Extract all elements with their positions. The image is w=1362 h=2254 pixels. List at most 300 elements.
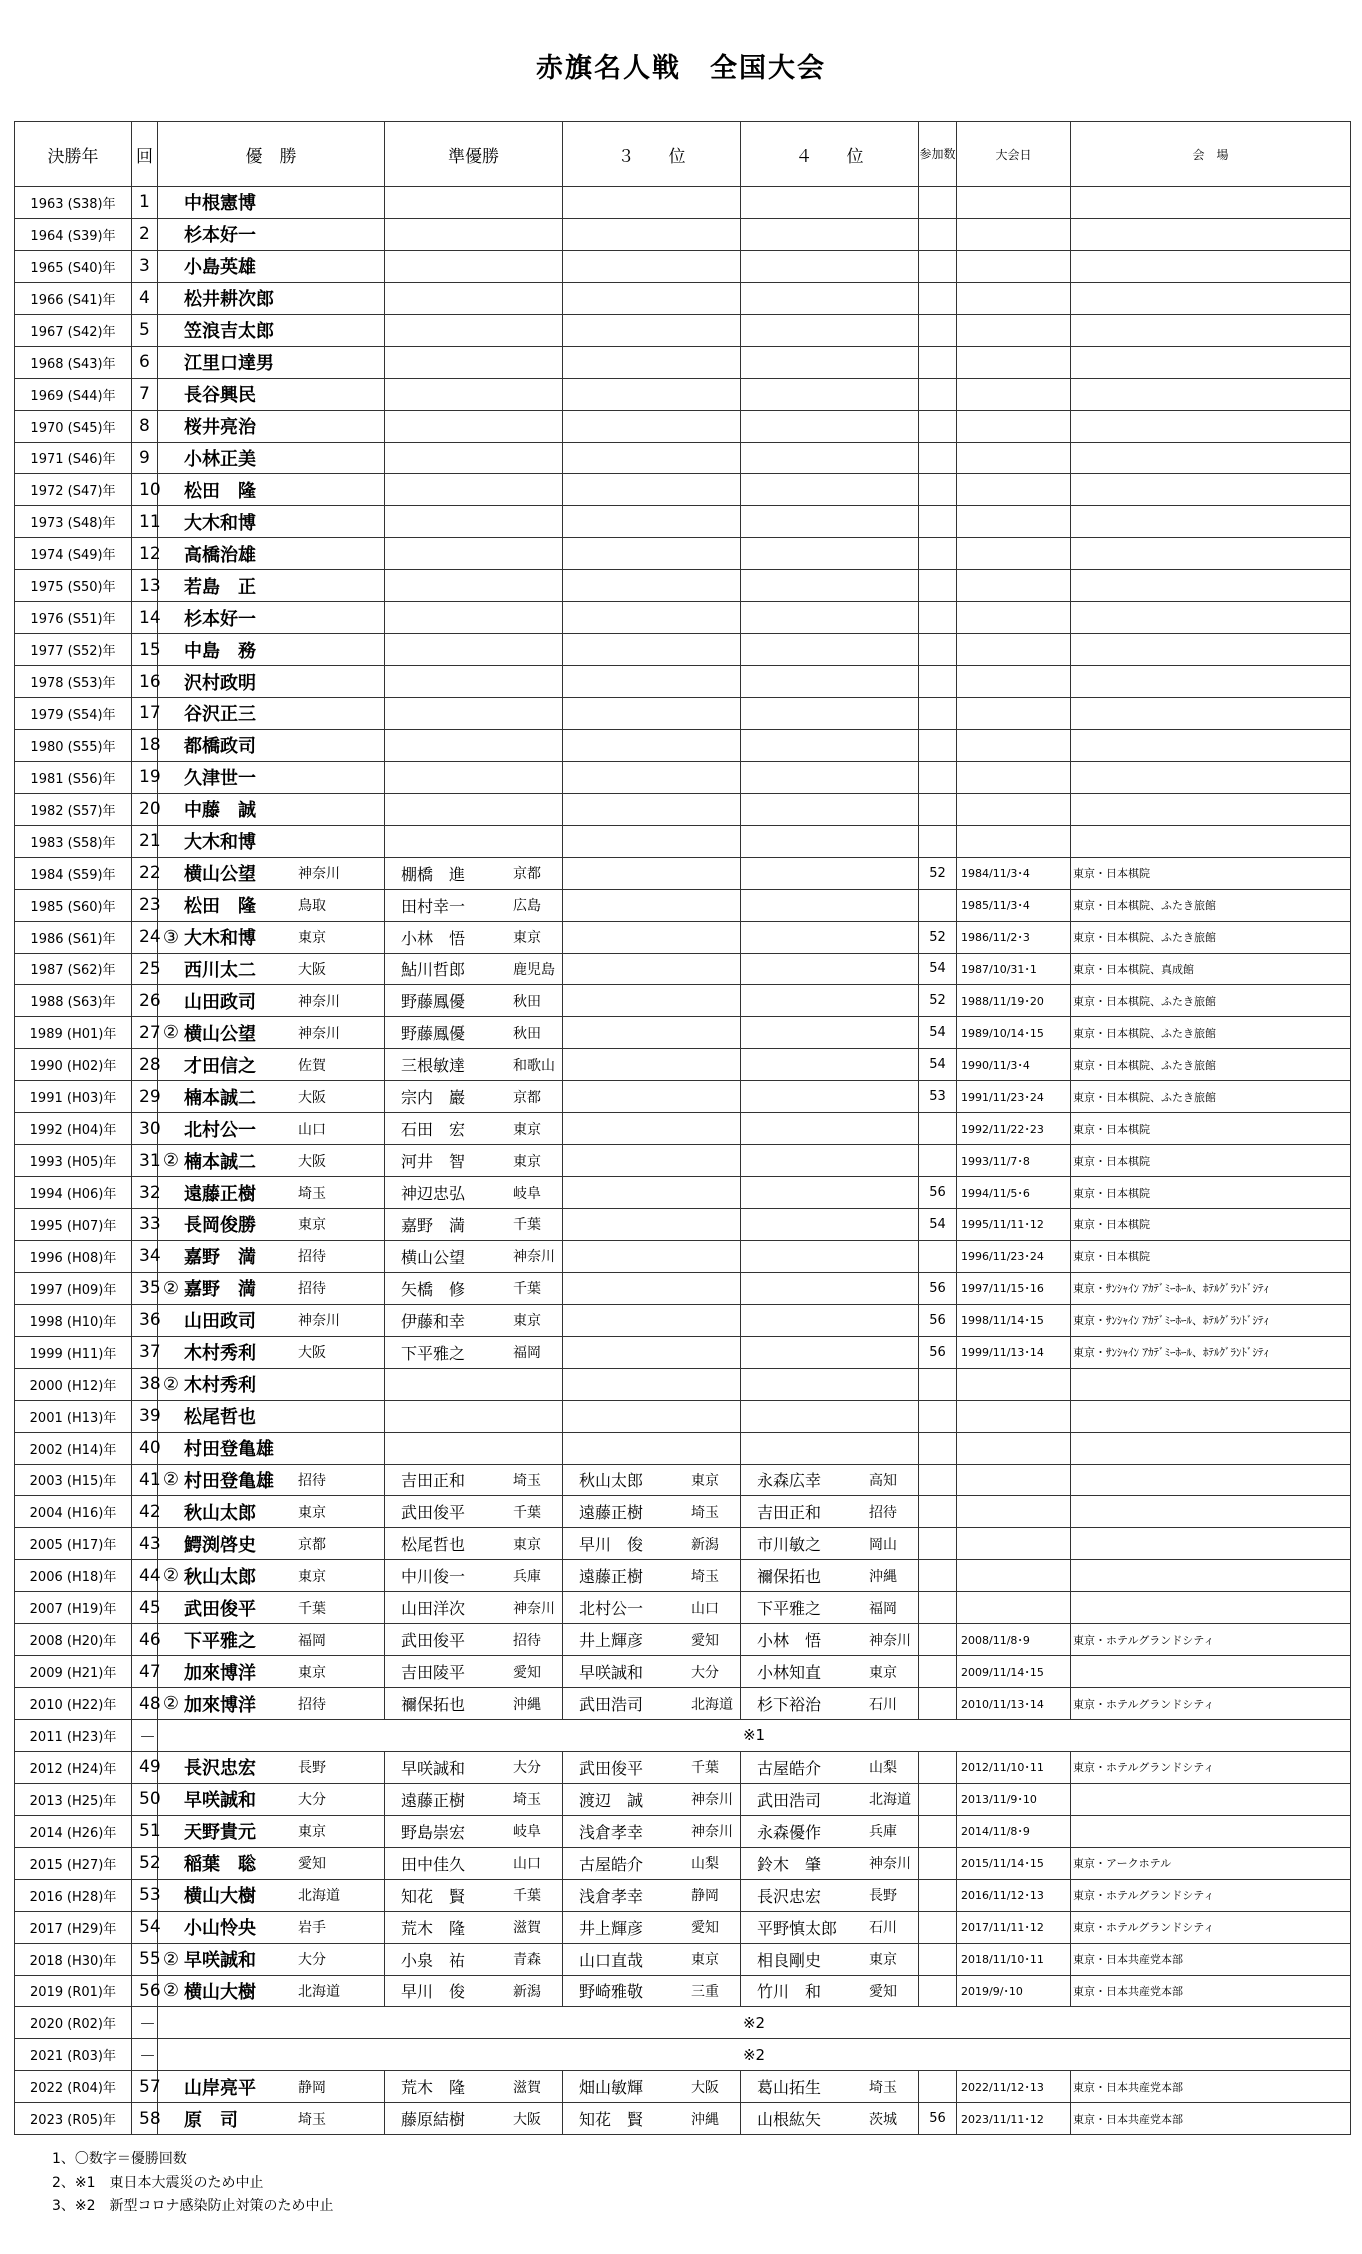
win-count-mark: ② xyxy=(162,1980,180,2002)
round-cell: 2 xyxy=(132,218,158,250)
player-name: 中川俊一 xyxy=(401,1567,466,1587)
year-cell: 1977 (S52)年 xyxy=(15,634,132,666)
runner-up-cell xyxy=(385,410,563,442)
year-cell: 1968 (S43)年 xyxy=(15,346,132,378)
player-name: 吉田陵平 xyxy=(401,1663,466,1683)
third-wrap xyxy=(563,1468,740,1491)
winner-cell xyxy=(158,2071,385,2103)
date-cell xyxy=(957,218,1071,250)
winner-name: 大木和博 xyxy=(184,928,256,950)
venue-cell: 東京・日本棋院、ふたき旅館 xyxy=(1071,1081,1351,1113)
runner-up-cell xyxy=(385,1400,563,1432)
winner-wrap xyxy=(158,349,384,375)
table-row xyxy=(15,1400,1351,1432)
third-cell xyxy=(563,825,741,857)
round-cell: 19 xyxy=(132,761,158,793)
table-row xyxy=(15,857,1351,889)
runner-up-wrap xyxy=(385,1085,562,1108)
venue-cell xyxy=(1071,1783,1351,1815)
runner-up-cell xyxy=(385,793,563,825)
table-row xyxy=(15,1304,1351,1336)
winner-cell xyxy=(158,187,385,219)
round-cell: 48 xyxy=(132,1688,158,1720)
winner-cell xyxy=(158,793,385,825)
player-name: 野島崇宏 xyxy=(401,1822,466,1842)
player-pref: 神奈川 xyxy=(691,1824,733,1841)
fourth-cell xyxy=(741,1592,919,1624)
player-name: 竹川 和 xyxy=(757,1982,822,2002)
year-cell: 1972 (S47)年 xyxy=(15,474,132,506)
participants-cell xyxy=(919,1432,957,1464)
round-cell: 13 xyxy=(132,570,158,602)
runner-up-wrap xyxy=(385,1979,562,2002)
fourth-cell xyxy=(741,1336,919,1368)
date-cell: 2023/11/11･12 xyxy=(957,2103,1071,2135)
winner-wrap xyxy=(158,1275,384,1301)
date-cell xyxy=(957,410,1071,442)
date-cell xyxy=(957,187,1071,219)
fourth-wrap xyxy=(741,1756,918,1779)
venue-cell: 東京・ｻﾝｼｬｲﾝ ｱｶﾃﾞﾐｰﾎｰﾙ、ﾎﾃﾙｸﾞﾗﾝﾄﾞｼﾃｨ xyxy=(1071,1336,1351,1368)
runner-up-wrap xyxy=(385,1309,562,1332)
year-cell: 1984 (S59)年 xyxy=(15,857,132,889)
participants-cell: 53 xyxy=(919,1081,957,1113)
third-cell xyxy=(563,1879,741,1911)
cancel-note: ※2 xyxy=(158,2039,1351,2071)
winner-name: 横山大樹 xyxy=(184,1886,256,1908)
header-row xyxy=(15,122,1351,187)
player-name: 嘉野 満 xyxy=(401,1215,466,1235)
header-third: ３ 位 xyxy=(563,122,741,187)
player-name: 松尾哲也 xyxy=(401,1535,466,1555)
date-cell xyxy=(957,282,1071,314)
winner-pref: 長野 xyxy=(298,1760,326,1777)
winner-wrap xyxy=(158,477,384,503)
third-cell xyxy=(563,698,741,730)
round-cell: － xyxy=(132,1720,158,1752)
table-row xyxy=(15,1911,1351,1943)
winner-wrap xyxy=(158,956,384,982)
year-cell: 1973 (S48)年 xyxy=(15,506,132,538)
third-wrap xyxy=(563,1532,740,1555)
third-cell xyxy=(563,1272,741,1304)
fourth-cell xyxy=(741,1656,919,1688)
player-pref: 千葉 xyxy=(513,1504,541,1521)
year-cell: 1985 (S60)年 xyxy=(15,889,132,921)
participants-cell xyxy=(919,1943,957,1975)
year-cell: 1992 (H04)年 xyxy=(15,1113,132,1145)
footnote: 2、※1 東日本大震災のため中止 xyxy=(52,2174,264,2191)
runner-up-cell xyxy=(385,506,563,538)
player-pref: 沖縄 xyxy=(869,1568,897,1585)
date-cell: 1987/10/31･1 xyxy=(957,953,1071,985)
winner-pref: 鳥取 xyxy=(298,898,326,915)
third-cell xyxy=(563,1943,741,1975)
winner-pref: 北海道 xyxy=(298,1983,340,2000)
year-cell: 2012 (H24)年 xyxy=(15,1751,132,1783)
player-name: 横山公望 xyxy=(401,1247,466,1267)
third-cell xyxy=(563,2071,741,2103)
winner-name: 桜井亮治 xyxy=(184,417,256,439)
year-cell: 1991 (H03)年 xyxy=(15,1081,132,1113)
player-name: 武田浩司 xyxy=(757,1790,822,1810)
winner-cell xyxy=(158,1049,385,1081)
player-pref: 新潟 xyxy=(513,1983,541,2000)
winner-name: 松田 隆 xyxy=(184,480,256,502)
fourth-cell xyxy=(741,1815,919,1847)
player-pref: 招待 xyxy=(513,1632,541,1649)
venue-cell xyxy=(1071,729,1351,761)
runner-up-wrap xyxy=(385,2107,562,2130)
winner-name: 天野貴元 xyxy=(184,1822,256,1844)
winner-cell xyxy=(158,346,385,378)
participants-cell: 52 xyxy=(919,921,957,953)
player-name: 下平雅之 xyxy=(401,1343,466,1363)
fourth-wrap xyxy=(741,2075,918,2098)
third-wrap xyxy=(563,1756,740,1779)
venue-cell xyxy=(1071,1400,1351,1432)
winner-wrap xyxy=(158,1052,384,1078)
winner-pref: 神奈川 xyxy=(298,993,340,1010)
table-row xyxy=(15,1209,1351,1241)
year-cell: 1965 (S40)年 xyxy=(15,250,132,282)
winner-name: 沢村政明 xyxy=(184,672,256,694)
runner-up-cell xyxy=(385,1017,563,1049)
participants-cell xyxy=(919,314,957,346)
player-name: 北村公一 xyxy=(579,1599,644,1619)
runner-up-cell xyxy=(385,953,563,985)
venue-cell xyxy=(1071,218,1351,250)
participants-cell xyxy=(919,1368,957,1400)
round-cell: 35 xyxy=(132,1272,158,1304)
player-name: 葛山拓生 xyxy=(757,2078,822,2098)
runner-up-wrap xyxy=(385,1852,562,1875)
runner-up-wrap xyxy=(385,1053,562,1076)
year-cell: 2007 (H19)年 xyxy=(15,1592,132,1624)
venue-cell xyxy=(1071,474,1351,506)
winner-cell xyxy=(158,314,385,346)
runner-up-cell xyxy=(385,602,563,634)
date-cell: 2022/11/12･13 xyxy=(957,2071,1071,2103)
player-name: 早川 俊 xyxy=(401,1982,466,2002)
table-row xyxy=(15,570,1351,602)
table-row xyxy=(15,1113,1351,1145)
year-cell: 1999 (H11)年 xyxy=(15,1336,132,1368)
table-row xyxy=(15,602,1351,634)
player-pref: 愛知 xyxy=(691,1632,719,1649)
third-cell xyxy=(563,1751,741,1783)
results-table xyxy=(14,121,1351,2135)
round-cell: 28 xyxy=(132,1049,158,1081)
year-cell: 2010 (H22)年 xyxy=(15,1688,132,1720)
runner-up-cell xyxy=(385,857,563,889)
fourth-cell xyxy=(741,602,919,634)
winner-pref: 神奈川 xyxy=(298,866,340,883)
runner-up-cell xyxy=(385,729,563,761)
round-cell: 58 xyxy=(132,2103,158,2135)
winner-cell xyxy=(158,218,385,250)
table-row xyxy=(15,1720,1351,1752)
player-name: 武田俊平 xyxy=(401,1503,466,1523)
player-name: 遠藤正樹 xyxy=(579,1567,644,1587)
player-name: 武田浩司 xyxy=(579,1695,644,1715)
player-pref: 東京 xyxy=(513,1313,541,1330)
fourth-cell xyxy=(741,698,919,730)
third-cell xyxy=(563,2103,741,2135)
player-name: 棚橋 進 xyxy=(401,864,466,884)
date-cell: 2009/11/14･15 xyxy=(957,1656,1071,1688)
winner-name: 都橋政司 xyxy=(184,736,256,758)
player-pref: 東京 xyxy=(513,1153,541,1170)
year-cell: 2013 (H25)年 xyxy=(15,1783,132,1815)
date-cell: 2013/11/9･10 xyxy=(957,1783,1071,1815)
winner-wrap xyxy=(158,1786,384,1812)
winner-pref: 東京 xyxy=(298,930,326,947)
venue-cell xyxy=(1071,1656,1351,1688)
winner-wrap xyxy=(158,828,384,854)
round-cell: 7 xyxy=(132,378,158,410)
fourth-cell xyxy=(741,1017,919,1049)
player-name: 鈴木 肇 xyxy=(757,1854,822,1874)
winner-pref: 山口 xyxy=(298,1121,326,1138)
runner-up-cell xyxy=(385,2103,563,2135)
header-winner: 優 勝 xyxy=(158,122,385,187)
date-cell xyxy=(957,506,1071,538)
round-cell: 22 xyxy=(132,857,158,889)
year-cell: 2022 (R04)年 xyxy=(15,2071,132,2103)
winner-name: 高橋治雄 xyxy=(184,544,256,566)
header-year: 決勝年 xyxy=(15,122,132,187)
participants-cell xyxy=(919,698,957,730)
player-name: 永森広幸 xyxy=(757,1471,822,1491)
table-row xyxy=(15,921,1351,953)
third-cell xyxy=(563,1177,741,1209)
participants-cell: 54 xyxy=(919,1209,957,1241)
venue-cell xyxy=(1071,666,1351,698)
venue-cell xyxy=(1071,1560,1351,1592)
player-pref: 神奈川 xyxy=(869,1632,911,1649)
third-wrap xyxy=(563,1596,740,1619)
round-cell: 18 xyxy=(132,729,158,761)
runner-up-wrap xyxy=(385,862,562,885)
fourth-cell xyxy=(741,857,919,889)
date-cell: 1992/11/22･23 xyxy=(957,1113,1071,1145)
player-pref: 京都 xyxy=(513,866,541,883)
round-cell: 17 xyxy=(132,698,158,730)
winner-cell xyxy=(158,1496,385,1528)
year-cell: 2021 (R03)年 xyxy=(15,2039,132,2071)
player-pref: 和歌山 xyxy=(513,1057,555,1074)
winner-wrap xyxy=(158,445,384,471)
winner-name: 横山大樹 xyxy=(184,1981,256,2003)
date-cell: 1995/11/11･12 xyxy=(957,1209,1071,1241)
winner-pref: 静岡 xyxy=(298,2079,326,2096)
round-cell: 37 xyxy=(132,1336,158,1368)
round-cell: 27 xyxy=(132,1017,158,1049)
date-cell: 2010/11/13･14 xyxy=(957,1688,1071,1720)
player-pref: 滋賀 xyxy=(513,2079,541,2096)
runner-up-cell xyxy=(385,1751,563,1783)
round-cell: 6 xyxy=(132,346,158,378)
winner-cell xyxy=(158,410,385,442)
fourth-cell xyxy=(741,314,919,346)
year-cell: 2015 (H27)年 xyxy=(15,1847,132,1879)
table-row xyxy=(15,1879,1351,1911)
winner-name: 大木和博 xyxy=(184,832,256,854)
player-pref: 神奈川 xyxy=(869,1856,911,1873)
venue-cell: 東京・日本棋院 xyxy=(1071,1113,1351,1145)
table-row xyxy=(15,2071,1351,2103)
player-name: 浅倉孝幸 xyxy=(579,1886,644,1906)
winner-name: 杉本好一 xyxy=(184,225,256,247)
third-wrap xyxy=(563,1660,740,1683)
fourth-wrap xyxy=(741,1884,918,1907)
fourth-cell xyxy=(741,1879,919,1911)
table-row xyxy=(15,1017,1351,1049)
year-cell: 1990 (H02)年 xyxy=(15,1049,132,1081)
third-wrap xyxy=(563,1916,740,1939)
winner-name: 遠藤正樹 xyxy=(184,1183,256,1205)
winner-cell xyxy=(158,1240,385,1272)
participants-cell: 52 xyxy=(919,857,957,889)
winner-cell xyxy=(158,1943,385,1975)
player-pref: 東京 xyxy=(513,1121,541,1138)
win-count-mark: ② xyxy=(162,1693,180,1715)
table-row xyxy=(15,825,1351,857)
year-cell: 1982 (S57)年 xyxy=(15,793,132,825)
table-row xyxy=(15,314,1351,346)
winner-cell xyxy=(158,985,385,1017)
player-pref: 石川 xyxy=(869,1920,897,1937)
fourth-cell xyxy=(741,825,919,857)
winner-wrap xyxy=(158,1563,384,1589)
winner-wrap xyxy=(158,637,384,663)
player-name: 古屋皓介 xyxy=(579,1854,644,1874)
player-name: 遠藤正樹 xyxy=(401,1790,466,1810)
third-cell xyxy=(563,1815,741,1847)
winner-pref: 埼玉 xyxy=(298,2111,326,2128)
third-cell xyxy=(563,314,741,346)
year-cell: 1966 (S41)年 xyxy=(15,282,132,314)
year-cell: 1963 (S38)年 xyxy=(15,187,132,219)
participants-cell: 54 xyxy=(919,953,957,985)
venue-cell: 東京・日本棋院、ふたき旅館 xyxy=(1071,1017,1351,1049)
table-row xyxy=(15,410,1351,442)
runner-up-wrap xyxy=(385,989,562,1012)
winner-name: 中島 務 xyxy=(184,640,256,662)
year-cell: 2011 (H23)年 xyxy=(15,1720,132,1752)
player-name: 渡辺 誠 xyxy=(579,1790,644,1810)
winner-wrap xyxy=(158,1499,384,1525)
winner-cell xyxy=(158,570,385,602)
third-cell xyxy=(563,1975,741,2007)
venue-cell: 東京・ホテルグランドシティ xyxy=(1071,1688,1351,1720)
year-cell: 1967 (S42)年 xyxy=(15,314,132,346)
date-cell xyxy=(957,1592,1071,1624)
third-cell xyxy=(563,1432,741,1464)
winner-wrap xyxy=(158,221,384,247)
runner-up-cell xyxy=(385,250,563,282)
table-row xyxy=(15,698,1351,730)
table-row xyxy=(15,1496,1351,1528)
participants-cell: 54 xyxy=(919,1049,957,1081)
third-wrap xyxy=(563,2107,740,2130)
winner-name: 久津世一 xyxy=(184,768,256,790)
player-name: 市川敏之 xyxy=(757,1535,822,1555)
year-cell: 2019 (R01)年 xyxy=(15,1975,132,2007)
year-cell: 2020 (R02)年 xyxy=(15,2007,132,2039)
winner-cell xyxy=(158,1847,385,1879)
participants-cell xyxy=(919,793,957,825)
participants-cell xyxy=(919,506,957,538)
winner-name: 横山公望 xyxy=(184,1023,256,1045)
winner-name: 加來博洋 xyxy=(184,1694,256,1716)
player-name: 野藤鳳優 xyxy=(401,1024,466,1044)
venue-cell: 東京・ホテルグランドシティ xyxy=(1071,1911,1351,1943)
player-pref: 高知 xyxy=(869,1472,897,1489)
year-cell: 2004 (H16)年 xyxy=(15,1496,132,1528)
runner-up-wrap xyxy=(385,1532,562,1555)
third-wrap xyxy=(563,1500,740,1523)
venue-cell: 東京・ホテルグランドシティ xyxy=(1071,1879,1351,1911)
venue-cell xyxy=(1071,314,1351,346)
date-cell xyxy=(957,1496,1071,1528)
third-cell xyxy=(563,793,741,825)
winner-pref: 千葉 xyxy=(298,1600,326,1617)
fourth-cell xyxy=(741,1943,919,1975)
round-cell: 33 xyxy=(132,1209,158,1241)
winner-cell xyxy=(158,857,385,889)
table-row xyxy=(15,889,1351,921)
venue-cell: 東京・日本共産党本部 xyxy=(1071,1975,1351,2007)
third-wrap xyxy=(563,1692,740,1715)
fourth-cell xyxy=(741,410,919,442)
winner-wrap xyxy=(158,1403,384,1429)
venue-cell xyxy=(1071,793,1351,825)
table-row xyxy=(15,1751,1351,1783)
participants-cell xyxy=(919,570,957,602)
fourth-wrap xyxy=(741,1852,918,1875)
venue-cell: 東京・日本棋院、真成館 xyxy=(1071,953,1351,985)
fourth-cell xyxy=(741,666,919,698)
round-cell: 36 xyxy=(132,1304,158,1336)
fourth-cell xyxy=(741,1400,919,1432)
fourth-wrap xyxy=(741,1979,918,2002)
winner-cell xyxy=(158,634,385,666)
participants-cell xyxy=(919,1879,957,1911)
round-cell: 24 xyxy=(132,921,158,953)
winner-wrap xyxy=(158,700,384,726)
winner-name: 長岡俊勝 xyxy=(184,1215,256,1237)
date-cell xyxy=(957,1560,1071,1592)
winner-wrap xyxy=(158,796,384,822)
footnote: 1、〇数字＝優勝回数 xyxy=(52,2151,187,2167)
venue-cell: 東京・日本共産党本部 xyxy=(1071,1943,1351,1975)
round-cell: 57 xyxy=(132,2071,158,2103)
player-name: 藤原結樹 xyxy=(401,2110,466,2130)
winner-pref: 佐賀 xyxy=(298,1057,326,1074)
winner-name: 北村公一 xyxy=(184,1119,256,1141)
participants-cell: 56 xyxy=(919,2103,957,2135)
year-cell: 1975 (S50)年 xyxy=(15,570,132,602)
table-row xyxy=(15,538,1351,570)
winner-cell xyxy=(158,761,385,793)
winner-cell xyxy=(158,1272,385,1304)
winner-name: 山岸亮平 xyxy=(184,2077,256,2099)
winner-name: 武田俊平 xyxy=(184,1598,256,1620)
date-cell: 2018/11/10･11 xyxy=(957,1943,1071,1975)
fourth-cell xyxy=(741,1049,919,1081)
